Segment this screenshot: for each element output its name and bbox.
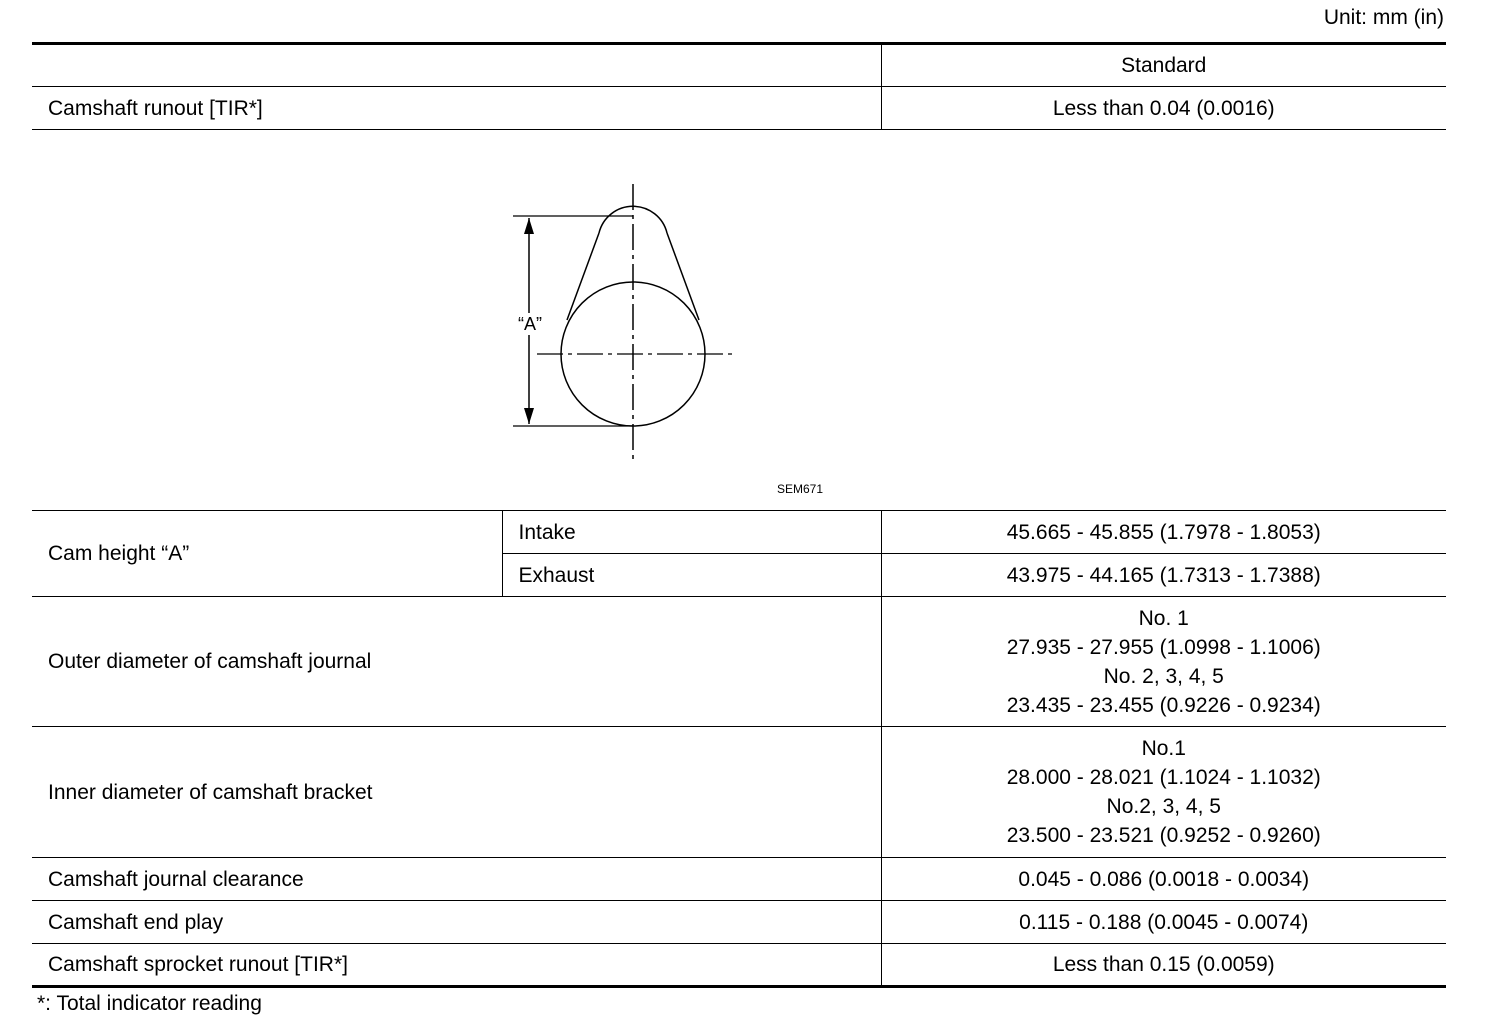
table-row bbox=[32, 597, 1446, 727]
unit-label: Unit: mm (in) bbox=[1323, 6, 1444, 29]
journal-od-line: No. 1 bbox=[1138, 606, 1189, 630]
intake-label: Intake bbox=[502, 511, 881, 554]
bracket-id-line: No.2, 3, 4, 5 bbox=[1106, 795, 1221, 818]
exhaust-value: 43.975 - 44.165 (1.7313 - 1.7388) bbox=[881, 554, 1446, 597]
exhaust-label: Exhaust bbox=[502, 554, 881, 597]
table-row bbox=[32, 87, 1446, 130]
bracket-id-value bbox=[881, 727, 1446, 858]
bracket-id-line: 28.000 - 28.021 (1.1024 - 1.1032) bbox=[1006, 766, 1321, 789]
camshaft-runout-value: Less than 0.04 (0.0016) bbox=[881, 87, 1446, 130]
journal-clearance-label: Camshaft journal clearance bbox=[32, 858, 881, 901]
dimension-label: “A” bbox=[518, 314, 542, 334]
cam-lobe-drawing bbox=[32, 130, 1446, 510]
standard-header: Standard bbox=[881, 44, 1446, 87]
journal-od-line: No. 2, 3, 4, 5 bbox=[1103, 664, 1224, 688]
table-row bbox=[32, 901, 1446, 944]
camshaft-runout-label: Camshaft runout [TIR*] bbox=[32, 87, 881, 130]
figure-code: SEM671 bbox=[777, 482, 824, 496]
table-row bbox=[32, 858, 1446, 901]
journal-od-line: 23.435 - 23.455 (0.9226 - 0.9234) bbox=[1006, 693, 1321, 717]
table-row bbox=[32, 727, 1446, 858]
sprocket-runout-label: Camshaft sprocket runout [TIR*] bbox=[32, 944, 881, 987]
header-label-cell bbox=[32, 44, 881, 87]
end-play-value: 0.115 - 0.188 (0.0045 - 0.0074) bbox=[881, 901, 1446, 944]
footnote: *: Total indicator reading bbox=[37, 992, 262, 1015]
journal-od-line: 27.935 - 27.955 (1.0998 - 1.1006) bbox=[1006, 635, 1321, 659]
header-row bbox=[32, 44, 1446, 87]
journal-od-value bbox=[881, 597, 1446, 727]
end-play-label: Camshaft end play bbox=[32, 901, 881, 944]
table-row bbox=[32, 511, 1446, 554]
bracket-id-line: 23.500 - 23.521 (0.9252 - 0.9260) bbox=[1006, 824, 1321, 847]
bracket-id-line: No.1 bbox=[1141, 737, 1186, 760]
cam-height-diagram bbox=[32, 130, 1446, 510]
cam-height-label: Cam height “A” bbox=[32, 511, 502, 597]
table-row bbox=[32, 944, 1446, 987]
journal-od-label: Outer diameter of camshaft journal bbox=[32, 597, 881, 727]
journal-clearance-value: 0.045 - 0.086 (0.0018 - 0.0034) bbox=[881, 858, 1446, 901]
camshaft-spec-table bbox=[32, 510, 1446, 988]
runout-table bbox=[32, 42, 1446, 130]
bracket-id-label: Inner diameter of camshaft bracket bbox=[32, 727, 881, 858]
sprocket-runout-value: Less than 0.15 (0.0059) bbox=[881, 944, 1446, 987]
intake-value: 45.665 - 45.855 (1.7978 - 1.8053) bbox=[881, 511, 1446, 554]
